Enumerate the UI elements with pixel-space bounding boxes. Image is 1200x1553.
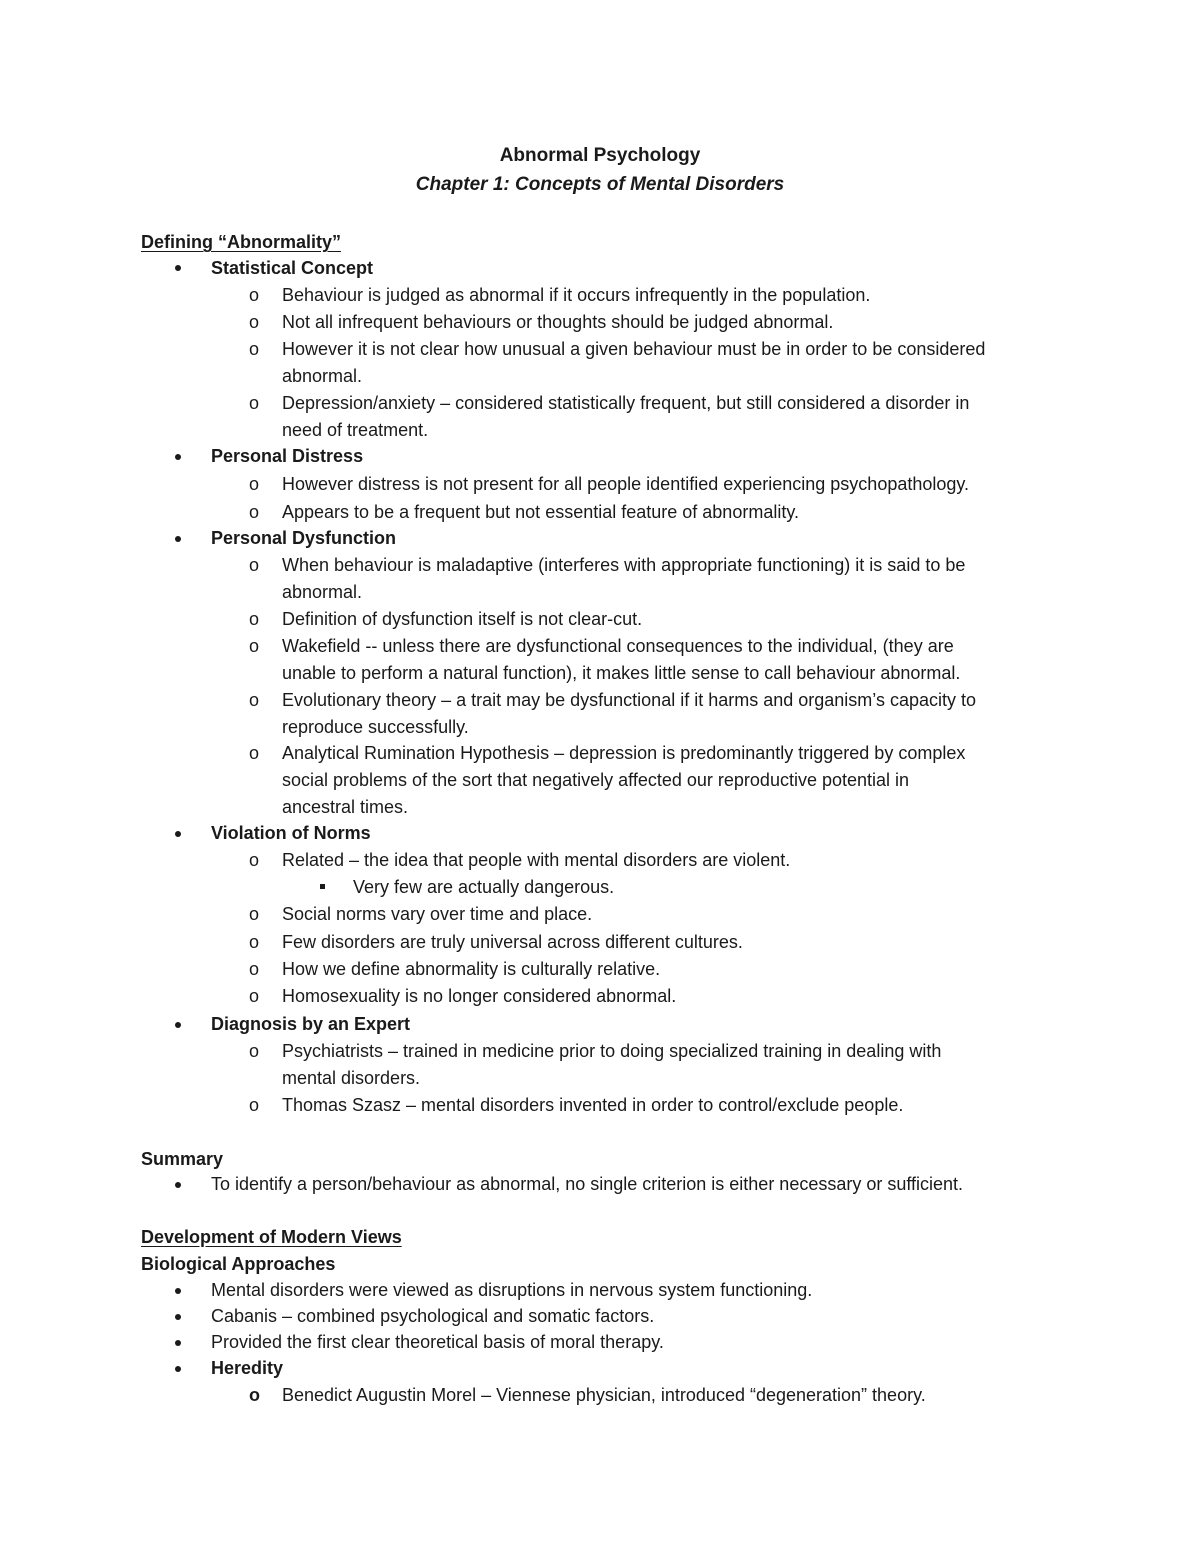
- list-item-continued: abnormal.: [282, 582, 363, 602]
- bullet-heredity: Heredity: [211, 1358, 284, 1378]
- sub-bullet-marker: o: [249, 932, 260, 952]
- sub-bullet-marker: o: [249, 1041, 260, 1061]
- bullet-dot: [175, 1340, 181, 1346]
- sub-bullet-marker: o: [249, 393, 260, 413]
- sub-bullet-marker: o: [249, 339, 260, 359]
- list-item: Appears to be a frequent but not essential feature of abnormality.: [282, 502, 799, 522]
- sub-bullet-marker: o: [249, 502, 260, 522]
- list-item: When behaviour is maladaptive (interferes with appropriate functioning) it is said to be: [282, 555, 966, 575]
- list-item-nested: Very few are actually dangerous.: [353, 877, 615, 897]
- sub-bullet-marker: o: [249, 690, 260, 710]
- sub-bullet-marker: o: [249, 636, 260, 656]
- bullet-dot: [175, 1182, 181, 1188]
- list-item-continued: need of treatment.: [282, 420, 429, 440]
- sub-bullet-marker: o: [249, 312, 260, 332]
- bullet-norms: Violation of Norms: [211, 823, 371, 843]
- list-item: Social norms vary over time and place.: [282, 904, 593, 924]
- list-item: Homosexuality is no longer considered abnormal.: [282, 986, 677, 1006]
- subheading-biological: Biological Approaches: [141, 1254, 336, 1274]
- section-heading-defining: Defining “Abnormality”: [141, 232, 342, 252]
- list-item-continued: mental disorders.: [282, 1068, 421, 1088]
- sub-bullet-marker: o: [249, 1095, 260, 1115]
- bullet-dot: [175, 454, 181, 460]
- list-item: Evolutionary theory – a trait may be dysfunctional if it harms and organism’s capacity to: [282, 690, 977, 710]
- list-item-continued: ancestral times.: [282, 797, 409, 817]
- section-heading-summary: Summary: [141, 1149, 224, 1169]
- bullet-dot: [175, 536, 181, 542]
- bullet-dot: [175, 1314, 181, 1320]
- bullet-dot: [175, 1022, 181, 1028]
- list-item: Behaviour is judged as abnormal if it occurs infrequently in the population.: [282, 285, 871, 305]
- bullet-distress: Personal Distress: [211, 446, 364, 466]
- list-item: Definition of dysfunction itself is not clear-cut.: [282, 609, 643, 629]
- sub-bullet-marker: o: [249, 986, 260, 1006]
- bullet-statistical: Statistical Concept: [211, 258, 374, 278]
- bullet-dysfunction: Personal Dysfunction: [211, 528, 397, 548]
- list-item: Wakefield -- unless there are dysfunctional consequences to the individual, (they are: [282, 636, 954, 656]
- list-item: Related – the idea that people with mental disorders are violent.: [282, 850, 791, 870]
- list-item: Provided the first clear theoretical basis of moral therapy.: [211, 1332, 664, 1352]
- sub-bullet-marker: o: [249, 1385, 260, 1405]
- sub-bullet-marker: o: [249, 743, 260, 763]
- bullet-dot: [175, 1288, 181, 1294]
- list-item: Thomas Szasz – mental disorders invented in order to control/exclude people.: [282, 1095, 904, 1115]
- list-item-continued: social problems of the sort that negatively affected our reproductive potential in: [282, 770, 910, 790]
- list-item: Not all infrequent behaviours or thoughts should be judged abnormal.: [282, 312, 834, 332]
- sub-bullet-marker: o: [249, 850, 260, 870]
- list-item: To identify a person/behaviour as abnormal, no single criterion is either necessary or sufficient.: [211, 1174, 964, 1194]
- list-item: Mental disorders were viewed as disruptions in nervous system functioning.: [211, 1280, 813, 1300]
- bullet-dot: [175, 1366, 181, 1372]
- sub-bullet-marker: o: [249, 285, 260, 305]
- list-item-continued: abnormal.: [282, 366, 363, 386]
- sub-bullet-marker: o: [249, 474, 260, 494]
- list-item: However distress is not present for all people identified experiencing psychopathology.: [282, 474, 970, 494]
- list-item-continued: unable to perform a natural function), it makes little sense to call behaviour abnormal.: [282, 663, 961, 683]
- sub-bullet-marker: o: [249, 555, 260, 575]
- sub-bullet-marker: o: [249, 959, 260, 979]
- list-item: Few disorders are truly universal across different cultures.: [282, 932, 743, 952]
- list-item: Psychiatrists – trained in medicine prior to doing specialized training in dealing with: [282, 1041, 942, 1061]
- list-item: How we define abnormality is culturally relative.: [282, 959, 661, 979]
- list-item: Analytical Rumination Hypothesis – depression is predominantly triggered by complex: [282, 743, 966, 763]
- bullet-expert: Diagnosis by an Expert: [211, 1014, 411, 1034]
- page-title: Abnormal Psychology: [499, 145, 701, 166]
- sub-bullet-marker: o: [249, 904, 260, 924]
- list-item: However it is not clear how unusual a given behaviour must be in order to be considered: [282, 339, 986, 359]
- bullet-dot: [175, 831, 181, 837]
- section-heading-modern: Development of Modern Views: [141, 1227, 402, 1247]
- list-item: Benedict Augustin Morel – Viennese physician, introduced “degeneration” theory.: [282, 1385, 926, 1405]
- square-bullet: [320, 884, 325, 889]
- list-item: Depression/anxiety – considered statistically frequent, but still considered a disorder in: [282, 393, 970, 413]
- page-subtitle: Chapter 1: Concepts of Mental Disorders: [415, 174, 785, 195]
- list-item-continued: reproduce successfully.: [282, 717, 469, 737]
- bullet-dot: [175, 265, 181, 271]
- list-item: Cabanis – combined psychological and somatic factors.: [211, 1306, 655, 1326]
- sub-bullet-marker: o: [249, 609, 260, 629]
